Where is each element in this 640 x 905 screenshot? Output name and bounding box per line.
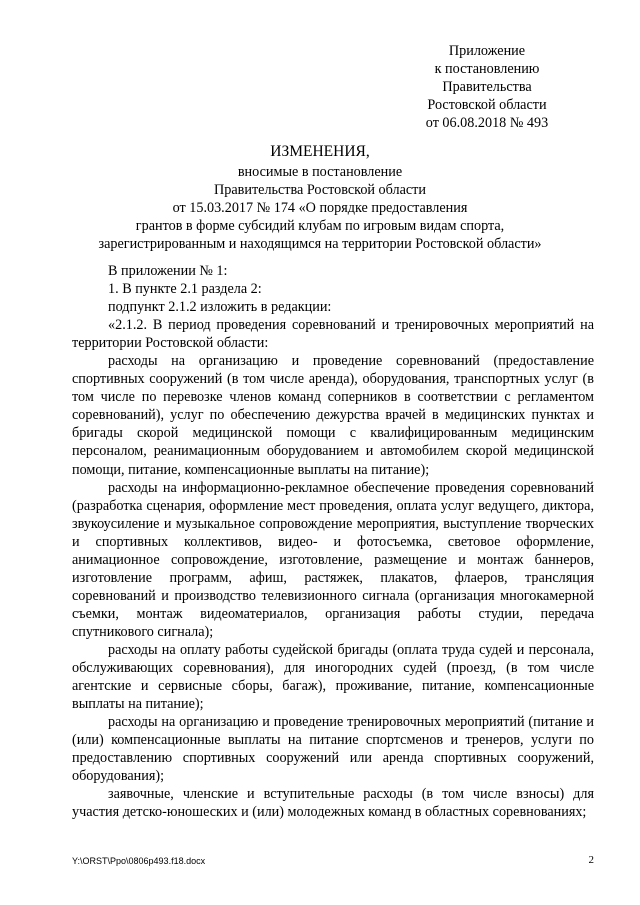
file-path: Y:\ORST\Ppo\0806p493.f18.docx xyxy=(72,856,206,866)
appendix-line: Приложение xyxy=(448,43,526,59)
title-line: от 15.03.2017 № 174 «О порядке предоставления xyxy=(172,200,468,216)
title-line: грантов в форме субсидий клубам по игровым видам спорта, xyxy=(135,218,505,234)
body-paragraph: подпункт 2.1.2 изложить в редакции: xyxy=(108,299,332,316)
appendix-line: Правительства xyxy=(442,79,532,95)
title-line: зарегистрированным и находящимся на территории Ростовской области» xyxy=(98,236,542,252)
title-line: вносимые в постановление xyxy=(237,164,403,180)
appendix-header xyxy=(402,42,572,132)
body-paragraph: расходы на организацию и проведение соревнований (предоставление спортивных сооружений (в том числе аренда), оборудования, транспортных услуг (в том числе по перевозке членов команд соперников в соответствии с регламентом соревнований), услуг по обеспечению дежурства врачей в медицинских пунктах и бригады скорой медицинской помощи с квалифицированным медицинским персоналом, реанимационным оборудованием и автомобилем скорой медицинской помощи, питание, компенсационные выплаты на питание); xyxy=(72,353,594,478)
body-paragraph: расходы на оплату работы судейской бригады (оплата труда судей и персонала, обслуживающих соревнования), для иногородних судей (проезд, (в том числе агентские и сервисные сборы, багаж), проживание, питание, компенсационные выплаты на питание); xyxy=(72,641,594,713)
page-number: 2 xyxy=(588,854,594,866)
appendix-line: к постановлению xyxy=(434,61,540,77)
body-paragraph: расходы на организацию и проведение тренировочных мероприятий (питание и (или) компенсационные выплаты на питание спортсменов и тренеров, услуги по предоставлению спортивных сооружений или аренда спортивных сооружений, оборудования); xyxy=(72,714,594,785)
body-paragraph: «2.1.2. В период проведения соревнований и тренировочных мероприятий на территории Ростовской области: xyxy=(72,317,594,352)
body-paragraph: расходы на информационно-рекламное обеспечение проведения соревнований (разработка сценария, оформление мест проведения, оплата услуг ведущего, диктора, звукоусиление и музыкальное сопровождение мероприятия, выступление творческих и спортивных коллективов, видео- и фотосъемка, световое оформление, анимационное сопровождение, изготовление, размещение и монтаж баннеров, изготовление программ, афиш, растяжек, плакатов, флаеров, трансляция соревнований и производство телевизионного сигнала (организация многокамерной съемки, монтаж видеоматериалов, организация работы студии, передача спутникового сигнала); xyxy=(72,479,594,640)
appendix-line: Ростовской области xyxy=(427,97,547,113)
body-paragraph: В приложении № 1: xyxy=(108,263,228,279)
appendix-line: от 06.08.2018 № 493 xyxy=(425,115,549,131)
document-title xyxy=(60,142,580,253)
document-body xyxy=(72,262,594,821)
body-paragraph: 1. В пункте 2.1 раздела 2: xyxy=(108,281,262,298)
body-paragraph: заявочные, членские и вступительные расходы (в том числе взносы) для участия детско-юношеских и (или) молодежных команд в областных соревнованиях; xyxy=(72,786,594,821)
title-heading: ИЗМЕНЕНИЯ, xyxy=(270,143,370,160)
title-line: Правительства Ростовской области xyxy=(214,182,426,198)
